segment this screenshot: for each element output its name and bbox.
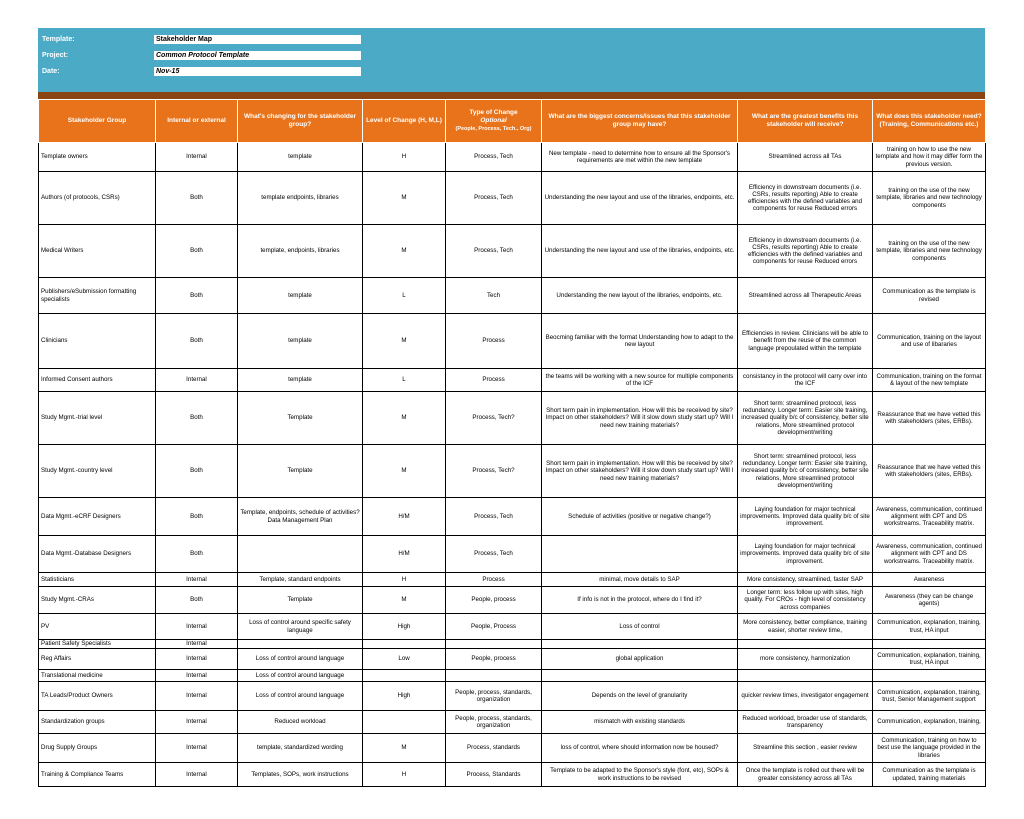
cell-change: template (238, 314, 363, 369)
date-label: Date: (42, 68, 60, 75)
cell-group: Reg Affairs (39, 649, 156, 670)
cell-group: Informed Consent authors (39, 369, 156, 392)
cell-benefits: quicker review times, investigator engagement (738, 682, 873, 711)
table-row (39, 614, 986, 640)
cell-ie: Both (156, 392, 238, 445)
cell-level: H (363, 763, 446, 787)
cell-group: PV (39, 614, 156, 640)
cell-change (238, 536, 363, 573)
cell-type: Process, standards (446, 734, 542, 763)
cell-needs: training on the use of the new template, libraries and new technology components (873, 172, 986, 225)
cell-change: template, standardized wording (238, 734, 363, 763)
cell-ie: Both (156, 278, 238, 314)
table-row (39, 225, 986, 278)
cell-needs (873, 670, 986, 682)
cell-change: Loss of control around language (238, 682, 363, 711)
cell-type: People, process, standards, organization (446, 711, 542, 734)
cell-change: Template (238, 445, 363, 498)
cell-needs: Awareness (they can be change agents) (873, 587, 986, 614)
table-row (39, 143, 986, 172)
cell-needs: Communication, training on the layout and use of libararies (873, 314, 986, 369)
cell-concerns (542, 640, 738, 649)
cell-benefits: Streamlined across all Therapeutic Areas (738, 278, 873, 314)
table-row (39, 498, 986, 536)
cell-level: M (363, 734, 446, 763)
cell-group: Translational medicine (39, 670, 156, 682)
column-header: Stakeholder Group (39, 100, 156, 143)
cell-needs: Awareness, communication, continued alignment with CPT and DS workstreams. Traceability matrix. (873, 536, 986, 573)
cell-ie: Internal (156, 369, 238, 392)
cell-group: Study Mgmt.-trial level (39, 392, 156, 445)
cell-change: template (238, 143, 363, 172)
cell-ie: Both (156, 314, 238, 369)
cell-concerns: global application (542, 649, 738, 670)
cell-needs: Communication, explanation, training, trust, HA input (873, 614, 986, 640)
column-header-type (446, 100, 542, 143)
cell-change: template endpoints, libraries (238, 172, 363, 225)
table-row (39, 734, 986, 763)
cell-type: Process (446, 369, 542, 392)
cell-group: Training & Compliance Teams (39, 763, 156, 787)
stakeholder-table (38, 99, 986, 787)
cell-ie: Internal (156, 711, 238, 734)
cell-level: Low (363, 649, 446, 670)
cell-change: Loss of control around language (238, 670, 363, 682)
cell-needs: Communication as the template is updated, training materials (873, 763, 986, 787)
cell-ie: Internal (156, 573, 238, 587)
cell-concerns: If info is not in the protocol, where do I find it? (542, 587, 738, 614)
cell-benefits: consistancy in the protocol will carry over into the ICF (738, 369, 873, 392)
cell-concerns: Schedule of activities (positive or negative change?) (542, 498, 738, 536)
table-row (39, 587, 986, 614)
project-value-field[interactable]: Common Protocol Template (154, 51, 361, 60)
cell-group: Drug Supply Groups (39, 734, 156, 763)
cell-concerns: Short term pain in implementation. How will this be received by site? Impact on other stakeholders? Will it slow down study start up? Will I need new training materials? (542, 392, 738, 445)
column-header: What are the biggest concerns/issues that this stakeholder group may have? (542, 100, 738, 143)
cell-type: Process, Tech (446, 172, 542, 225)
cell-needs: Communication, explanation, training, (873, 711, 986, 734)
cell-group: Template owners (39, 143, 156, 172)
cell-ie: Both (156, 536, 238, 573)
cell-group: Study Mgmt.-CRAs (39, 587, 156, 614)
table-row (39, 278, 986, 314)
cell-level: M (363, 314, 446, 369)
cell-level: L (363, 369, 446, 392)
column-header-title: Type of Change (469, 109, 518, 116)
cell-group: Standardization groups (39, 711, 156, 734)
cell-type (446, 670, 542, 682)
cell-type: People, process (446, 649, 542, 670)
cell-concerns: the teams will be working with a new source for multiple components of the ICF (542, 369, 738, 392)
cell-ie: Internal (156, 649, 238, 670)
cell-concerns: Understanding the new layout of the libraries, endpoints, etc. (542, 278, 738, 314)
cell-type: People, process, standards, organization (446, 682, 542, 711)
cell-benefits: Laying foundation for major technical improvements. Improved data quality b/c of site improvement. (738, 536, 873, 573)
cell-level: High (363, 682, 446, 711)
column-header: What are the greatest benefits this stakeholder will receive? (738, 100, 873, 143)
cell-needs: Communication as the template is revised (873, 278, 986, 314)
cell-benefits: Streamlined across all TAs (738, 143, 873, 172)
cell-benefits: More consistency, better compliance, training easier, shorter review time, (738, 614, 873, 640)
cell-concerns (542, 670, 738, 682)
cell-level (363, 640, 446, 649)
cell-level: M (363, 587, 446, 614)
cell-level: H/M (363, 498, 446, 536)
cell-type: Tech (446, 278, 542, 314)
cell-ie: Both (156, 498, 238, 536)
cell-change: Template, endpoints, schedule of activities? Data Management Plan (238, 498, 363, 536)
cell-group: Study Mgmt.-country level (39, 445, 156, 498)
cell-type: Process (446, 573, 542, 587)
cell-benefits: Once the template is rolled out there will be greater consistency across all TAs (738, 763, 873, 787)
cell-type: Process, Tech (446, 498, 542, 536)
cell-ie: Internal (156, 682, 238, 711)
cell-change: Loss of control around language (238, 649, 363, 670)
cell-group: Publishers/eSubmission formatting specialists (39, 278, 156, 314)
cell-group: Patient Safety Specialists (39, 640, 156, 649)
cell-level: M (363, 225, 446, 278)
cell-type: Process, Tech (446, 143, 542, 172)
cell-level: M (363, 392, 446, 445)
cell-needs: training on the use of the new template, libraries and new technology components (873, 225, 986, 278)
cell-type: Process, Tech (446, 225, 542, 278)
cell-ie: Internal (156, 640, 238, 649)
table-row (39, 392, 986, 445)
cell-needs: Communication, explanation, training, trust, Senior Management support (873, 682, 986, 711)
cell-needs: Awareness, communication, continued alignment with CPT and DS workstreams. Traceability matrix. (873, 498, 986, 536)
table-row (39, 711, 986, 734)
cell-change: Template (238, 587, 363, 614)
cell-ie: Both (156, 445, 238, 498)
cell-level: M (363, 445, 446, 498)
cell-ie: Internal (156, 143, 238, 172)
cell-group: Authors (of protocols, CSRs) (39, 172, 156, 225)
table-row (39, 763, 986, 787)
cell-change: template (238, 278, 363, 314)
cell-ie: Internal (156, 763, 238, 787)
cell-group: Statisticians (39, 573, 156, 587)
cell-concerns: Understanding the new layout and use of the libraries, endpoints, etc. (542, 172, 738, 225)
cell-change: template (238, 369, 363, 392)
cell-ie: Internal (156, 670, 238, 682)
cell-concerns: loss of control, where should information now be housed? (542, 734, 738, 763)
cell-benefits: Reduced workload, broader use of standards, transparency (738, 711, 873, 734)
cell-change (238, 640, 363, 649)
cell-change: template, endpoints, libraries (238, 225, 363, 278)
cell-group: Data Mgmt.-Database Designers (39, 536, 156, 573)
column-header: Level of Change (H, M,L) (363, 100, 446, 143)
cell-level (363, 670, 446, 682)
cell-benefits: more consistency, harmonization (738, 649, 873, 670)
cell-ie: Both (156, 225, 238, 278)
cell-needs: Communication, explanation, training, trust, HA input (873, 649, 986, 670)
cell-needs: training on how to use the new template and how it may differ form the previous version. (873, 143, 986, 172)
cell-concerns: Template to be adapted to the Sponsor's style (font, etc), SOPs & work instructions to be revised (542, 763, 738, 787)
cell-concerns: mismatch with existing standards (542, 711, 738, 734)
cell-group: Clinicians (39, 314, 156, 369)
cell-ie: Internal (156, 734, 238, 763)
column-header: Internal or external (156, 100, 238, 143)
cell-level: High (363, 614, 446, 640)
cell-change: Loss of control around specific safety language (238, 614, 363, 640)
project-label: Project: (42, 52, 69, 59)
header-banner (38, 28, 985, 92)
cell-level: H (363, 573, 446, 587)
cell-needs: Reassurance that we have vetted this with stakeholders (sites, ERBs). (873, 445, 986, 498)
table-row (39, 536, 986, 573)
table-row (39, 682, 986, 711)
template-value-field[interactable]: Stakeholder Map (154, 35, 361, 44)
column-header-sub: (People, Process, Tech., Org) (455, 126, 532, 132)
header-divider (38, 92, 985, 99)
cell-benefits: Efficiency in downstream documents (i.e. CSRs, results reporting) Able to create efficiencies with the defined variables and components for reuse Reduced errors (738, 172, 873, 225)
table-row (39, 314, 986, 369)
cell-concerns: minimal, move details to SAP (542, 573, 738, 587)
cell-type: People, Process (446, 614, 542, 640)
cell-type: Process (446, 314, 542, 369)
column-header-optional: Optional (480, 117, 507, 124)
table-row (39, 640, 986, 649)
cell-group: TA Leads/Product Owners (39, 682, 156, 711)
cell-needs: Communication, training on how to best use the language provided in the libraries (873, 734, 986, 763)
cell-ie: Both (156, 587, 238, 614)
cell-level: M (363, 172, 446, 225)
table-row (39, 445, 986, 498)
cell-benefits (738, 670, 873, 682)
cell-level: H/M (363, 536, 446, 573)
cell-type: Process, Tech? (446, 392, 542, 445)
cell-benefits: Streamline this section , easier review (738, 734, 873, 763)
cell-concerns (542, 536, 738, 573)
cell-needs: Communication, training on the format & layout of the new template (873, 369, 986, 392)
cell-needs (873, 640, 986, 649)
cell-benefits: More consistency, streamlined, faster SAP (738, 573, 873, 587)
cell-concerns: Understanding the new layout and use of the libraries, endpoints, etc. (542, 225, 738, 278)
cell-needs: Reassurance that we have vetted this with stakeholders (sites, ERBs). (873, 392, 986, 445)
cell-type: Process, Standards (446, 763, 542, 787)
cell-concerns: Short term pain in implementation. How will this be received by site? Impact on other stakeholders? Will it slow down study start up? Will I need new training materials? (542, 445, 738, 498)
cell-change: Templates, SOPs, work instructions (238, 763, 363, 787)
table-body (39, 143, 986, 787)
table-row (39, 369, 986, 392)
cell-type: Process, Tech (446, 536, 542, 573)
cell-benefits: Short term: streamlined protocol, less redundancy. Longer term: Easier site training, increased quality b/c of consistency, better site relations, More streamlined protocol development/writing (738, 392, 873, 445)
cell-concerns: Depends on the level of granularity (542, 682, 738, 711)
table-row (39, 670, 986, 682)
column-header: What does this stakeholder need? (Training, Communications etc.) (873, 100, 986, 143)
table-row (39, 649, 986, 670)
date-value-field[interactable]: Nov-15 (154, 67, 361, 76)
cell-benefits: Longer term: less follow up with sites, high quality. For CROs - high level of consistency across companies (738, 587, 873, 614)
cell-group: Data Mgmt.-eCRF Designers (39, 498, 156, 536)
cell-concerns: Loss of control (542, 614, 738, 640)
cell-ie: Internal (156, 614, 238, 640)
cell-type: People, process (446, 587, 542, 614)
cell-type (446, 640, 542, 649)
cell-change: Template, standard endpoints (238, 573, 363, 587)
cell-level: L (363, 278, 446, 314)
cell-needs: Awareness (873, 573, 986, 587)
table-row (39, 573, 986, 587)
cell-change: Reduced workload (238, 711, 363, 734)
cell-benefits (738, 640, 873, 649)
table-header-row (39, 100, 986, 143)
table-row (39, 172, 986, 225)
cell-group: Medical Writers (39, 225, 156, 278)
cell-benefits: Efficiencies in review. Clinicians will be able to benefit from the reuse of the common language prepoulated within the template (738, 314, 873, 369)
cell-concerns: New template - need to determine how to ensure all the Sponsor's requirements are met within the new template (542, 143, 738, 172)
cell-level (363, 711, 446, 734)
cell-change: Template (238, 392, 363, 445)
cell-benefits: Efficiency in downstream documents (i.e. CSRs, results reporting) Able to create efficiencies with the defined variables and components for reuse Reduced errors (738, 225, 873, 278)
template-label: Template: (42, 36, 75, 43)
column-header: What's changing for the stakeholder group? (238, 100, 363, 143)
cell-benefits: Short term: streamlined protocol, less redundancy. Longer term: Easier site training, increased quality b/c of consistency, better site relations, More streamlined protocol development/writing (738, 445, 873, 498)
cell-type: Process, Tech? (446, 445, 542, 498)
cell-concerns: Beocming familiar with the format Understanding how to adapt to the new layout (542, 314, 738, 369)
cell-level: H (363, 143, 446, 172)
cell-benefits: Laying foundation for major technical improvements. Improved data quality b/c of site improvement. (738, 498, 873, 536)
cell-ie: Both (156, 172, 238, 225)
